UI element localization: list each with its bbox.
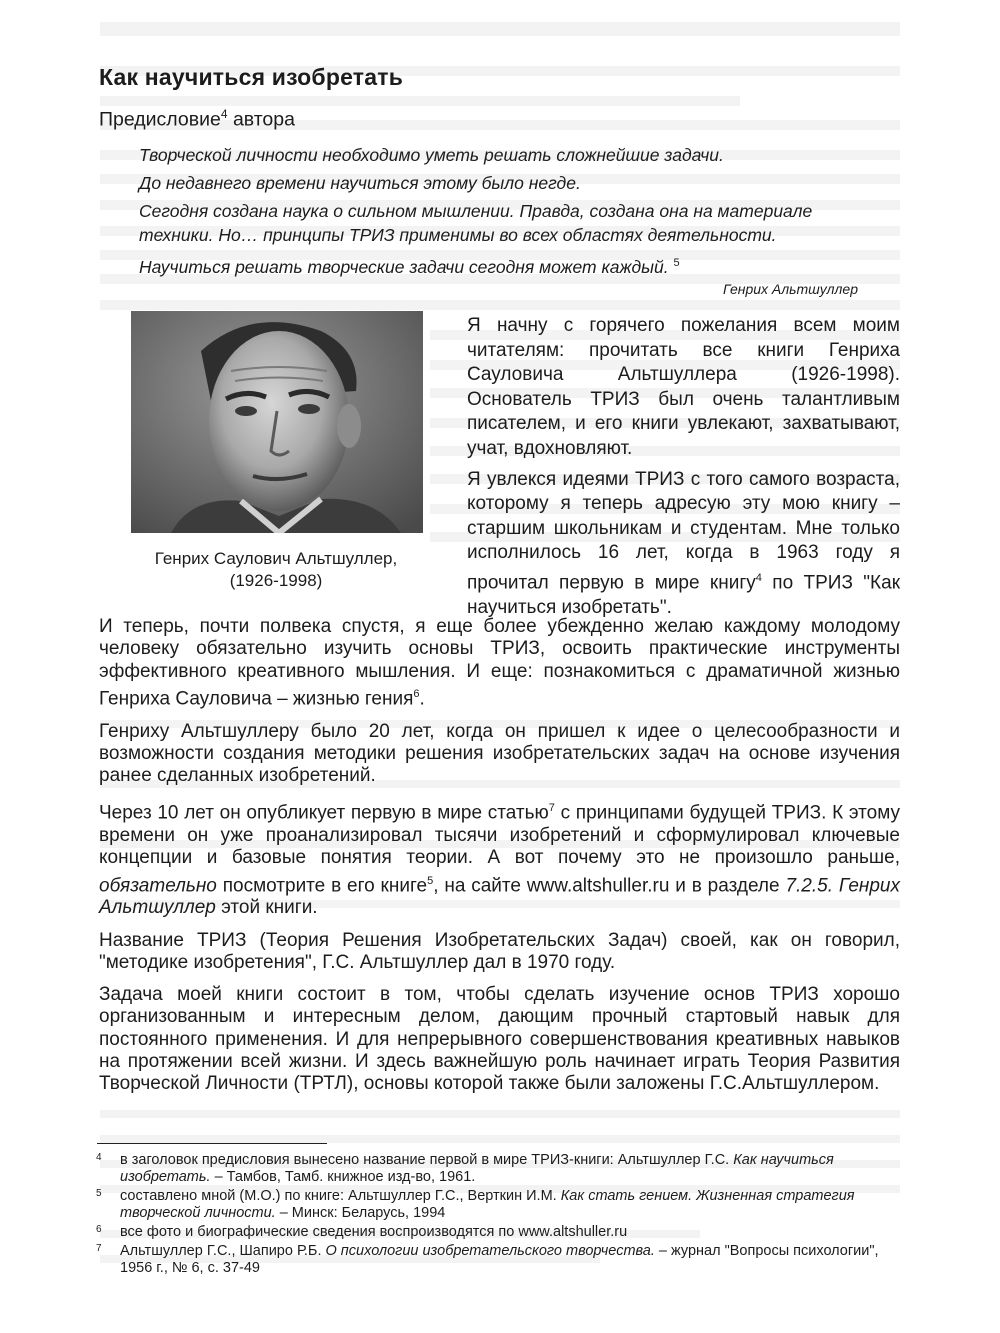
- footnote-ref: 4: [755, 571, 762, 584]
- paragraph-text: Я увлекся идеями ТРИЗ с того самого возраста, которому я теперь адресую эту мою книгу – старшим школьникам и студентам. Мне только исполнилось 16 лет, когда в 1963 году я прочитал первую в мире книгу: [467, 468, 900, 594]
- portrait-image: [131, 311, 423, 533]
- paragraph-text: .: [419, 688, 425, 710]
- paragraph-text: посмотрите в его книге: [216, 874, 428, 896]
- paragraph: Название ТРИЗ (Теория Решения Изобретательских Задач) своей, как он говорил, "методике изобретения", Г.С. Альтшуллер дал в 1970 году.: [99, 929, 900, 973]
- paragraph-text: по ТРИЗ "Как научиться изобретать".: [467, 572, 901, 618]
- photo-caption-years: (1926-1998): [229, 571, 323, 590]
- footnote-ref: 7: [548, 802, 555, 815]
- footnote-divider: [97, 1143, 327, 1144]
- footnote: [96, 1224, 886, 1241]
- paragraph-text: , на сайте www.altshuller.ru и в разделе: [433, 874, 786, 896]
- paragraph: [99, 616, 900, 711]
- footnote-text-part: все фото и биографические сведения воспроизводятся по www.altshuller.ru: [120, 1224, 628, 1240]
- footnote-ref: 5: [673, 257, 680, 269]
- footnotes: [96, 1152, 886, 1279]
- footnote-text-part: составлено мной (М.О.) по книге: Альтшуллер Г.С., Верткин И.М.: [120, 1188, 561, 1204]
- photo-caption: [120, 548, 432, 592]
- paragraph: Задача моей книги состоит в том, чтобы сделать изучение основ ТРИЗ хорошо организованным и интересным делом, дающим прочный стартовый навык для постоянного применения. И для непрерывного совершенствования креативных навыков на протяжении всей жизни. И здесь важнейшую роль начинает играть Теория Развития Творческой Личности (ТРТЛ), основы которой также были заложены Г.С.Альтшуллером.: [99, 984, 900, 1095]
- footnote-text: [120, 1188, 886, 1222]
- portrait-photo: [131, 311, 423, 533]
- paragraph: [99, 797, 900, 919]
- paragraph: Я начну с горячего пожелания всем моим читателям: прочитать все книги Генриха Сауловича Альтшуллера (1926-1998). Основатель ТРИЗ был очень талантливым писателем, и его книги увлекают, захватывают, учат, вдохновляют.: [467, 315, 900, 459]
- footnote-text-part: Альтшуллер Г.С., Шапиро Р.Б.: [120, 1243, 326, 1259]
- epigraph-line: Творческой личности необходимо уметь решать сложнейшие задачи.: [139, 145, 724, 165]
- paragraph-text: И теперь, почти полвека спустя, я еще более убежденно желаю каждому молодому человеку обязательно изучить основы ТРИЗ, освоить практические инструменты эффективного креативного мышления. И еще: познакомиться с драматичной жизнью Генриха Сауловича – жизнью гения: [99, 616, 900, 710]
- epigraph-line-text: Научиться решать творческие задачи сегодня может каждый.: [139, 256, 674, 277]
- footnote-text-part: – Минск: Беларусь, 1994: [275, 1205, 446, 1221]
- footnote-ref: 6: [413, 687, 420, 700]
- photo-caption-name: Генрих Саулович Альтшуллер,: [154, 549, 398, 568]
- footnote-number: 4: [96, 1152, 102, 1163]
- footnote: [96, 1152, 886, 1186]
- section-reference: 7.2.5. Генрих Альтшуллер: [99, 874, 900, 919]
- footnote-ref: 4: [220, 107, 228, 121]
- footnote: [96, 1243, 886, 1277]
- paragraph: Генриху Альтшуллеру было 20 лет, когда он пришел к идее о целесообразности и возможности создания методики решения изобретательских задач на основе изучения ранее сделанных изобретений.: [99, 720, 900, 787]
- footnote-text-part: – журнал "Вопросы психологии", 1956 г., № 6, с. 37-49: [120, 1243, 879, 1276]
- footnote-text: [120, 1152, 886, 1186]
- footnote-text-part: в заголовок предисловия вынесено название первой в мире ТРИЗ-книги: Альтшуллер Г.С.: [120, 1152, 734, 1168]
- footnote-emphasis: О психологии изобретательского творчества.: [325, 1243, 655, 1259]
- paragraph-text: с принципами будущей ТРИЗ. К этому времени он уже проанализировал тысячи изобретений и сформулировал ключевые концепции и базовые понятия теории. А вот почему это не произошло раньше,: [99, 802, 900, 869]
- preface-heading-end: автора: [227, 108, 295, 131]
- footnote-text: [120, 1224, 886, 1241]
- footnote: [96, 1188, 886, 1222]
- epigraph-author: Генрих Альтшуллер: [722, 281, 858, 297]
- epigraph: [139, 143, 859, 283]
- footnote-number: 6: [96, 1224, 102, 1235]
- footnote-emphasis: Как стать гением. Жизненная стратегия творческой личности.: [120, 1188, 855, 1221]
- footnote-text-part: – Тамбов, Тамб. книжное изд-во, 1961.: [210, 1169, 476, 1185]
- side-column-text: [467, 314, 900, 626]
- footnote-ref: 5: [427, 874, 434, 887]
- epigraph-line: Сегодня создана наука о сильном мышлении. Правда, создана она на материале техники. Но… принципы ТРИЗ применимы во всех областях деятельности.: [139, 201, 813, 245]
- paragraph-text: Через 10 лет он опубликует первую в мире статью: [99, 802, 549, 824]
- main-text: [99, 616, 900, 1106]
- footnote-number: 5: [96, 1188, 102, 1199]
- epigraph-line: До недавнего времени научиться этому было негде.: [139, 173, 581, 193]
- preface-heading: [99, 107, 295, 132]
- page-title: Как научиться изобретать: [99, 64, 404, 90]
- preface-heading-text: Предисловие: [99, 108, 221, 131]
- epigraph-line: [139, 251, 859, 279]
- footnote-emphasis: Как научиться изобретать.: [120, 1152, 834, 1185]
- paragraph-text: этой книги.: [215, 897, 318, 919]
- footnote-number: 7: [96, 1243, 102, 1254]
- paragraph: [467, 468, 900, 621]
- footnote-text: [120, 1243, 886, 1277]
- emphasis: обязательно: [99, 874, 217, 896]
